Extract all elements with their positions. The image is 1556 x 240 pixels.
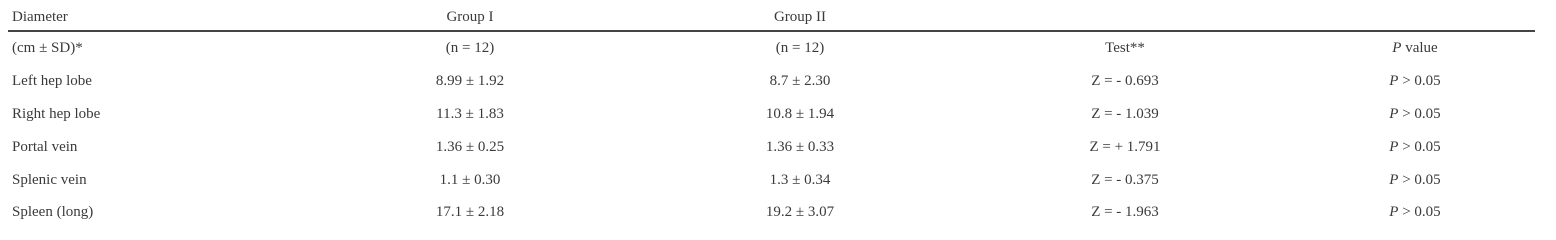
header-row-groups [0,4,1556,30]
table-row [0,101,1556,127]
row-test-value: Z = - 0.375 [1091,172,1159,188]
header-n-group-2: (n = 12) [775,40,825,56]
header-p-italic: P [1392,40,1402,56]
row-label: Spleen (long) [12,204,94,220]
header-row-subheads [0,35,1556,61]
row-test-value: Z = + 1.791 [1089,139,1161,155]
row-p-rest: > 0.05 [1398,139,1441,155]
row-group-2-value: 19.2 ± 3.07 [765,204,835,220]
row-p-italic: P [1389,73,1399,89]
row-p-value [1315,134,1515,160]
row-p-rest: > 0.05 [1398,106,1441,122]
row-group-2-value: 8.7 ± 2.30 [769,73,831,89]
header-n-group-1: (n = 12) [445,40,495,56]
row-group-1-value: 1.36 ± 0.25 [435,139,505,155]
row-group-1-value: 17.1 ± 2.18 [435,204,505,220]
table-row [0,134,1556,160]
row-group-1-value: 8.99 ± 1.92 [435,73,505,89]
row-p-rest: > 0.05 [1398,204,1441,220]
row-test-value: Z = - 1.963 [1091,204,1159,220]
row-test-value: Z = - 1.039 [1091,106,1159,122]
header-group-2: Group II [773,9,827,25]
row-group-2-value: 10.8 ± 1.94 [765,106,835,122]
row-p-italic: P [1389,106,1399,122]
header-diameter: Diameter [12,9,68,25]
table-row [0,167,1556,193]
row-p-value [1315,167,1515,193]
row-p-rest: > 0.05 [1398,172,1441,188]
table-row [0,68,1556,94]
row-p-value [1315,68,1515,94]
row-group-2-value: 1.36 ± 0.33 [765,139,835,155]
header-test: Test** [1105,40,1145,56]
row-p-italic: P [1389,204,1399,220]
row-p-value [1315,101,1515,127]
row-p-value [1315,199,1515,225]
header-units: (cm ± SD)* [12,40,83,56]
row-test-value: Z = - 0.693 [1091,73,1159,89]
row-label: Right hep lobe [12,106,101,122]
header-rule [8,30,1535,32]
header-group-1: Group I [446,9,494,25]
table-row [0,199,1556,225]
row-p-italic: P [1389,139,1399,155]
row-p-italic: P [1389,172,1399,188]
row-label: Portal vein [12,139,78,155]
header-p-value [1315,35,1515,61]
header-p-rest: value [1401,40,1438,56]
row-group-1-value: 1.1 ± 0.30 [439,172,501,188]
row-label: Left hep lobe [12,73,92,89]
row-p-rest: > 0.05 [1398,73,1441,89]
row-label: Splenic vein [12,172,87,188]
row-group-1-value: 11.3 ± 1.83 [436,106,504,122]
row-group-2-value: 1.3 ± 0.34 [769,172,831,188]
